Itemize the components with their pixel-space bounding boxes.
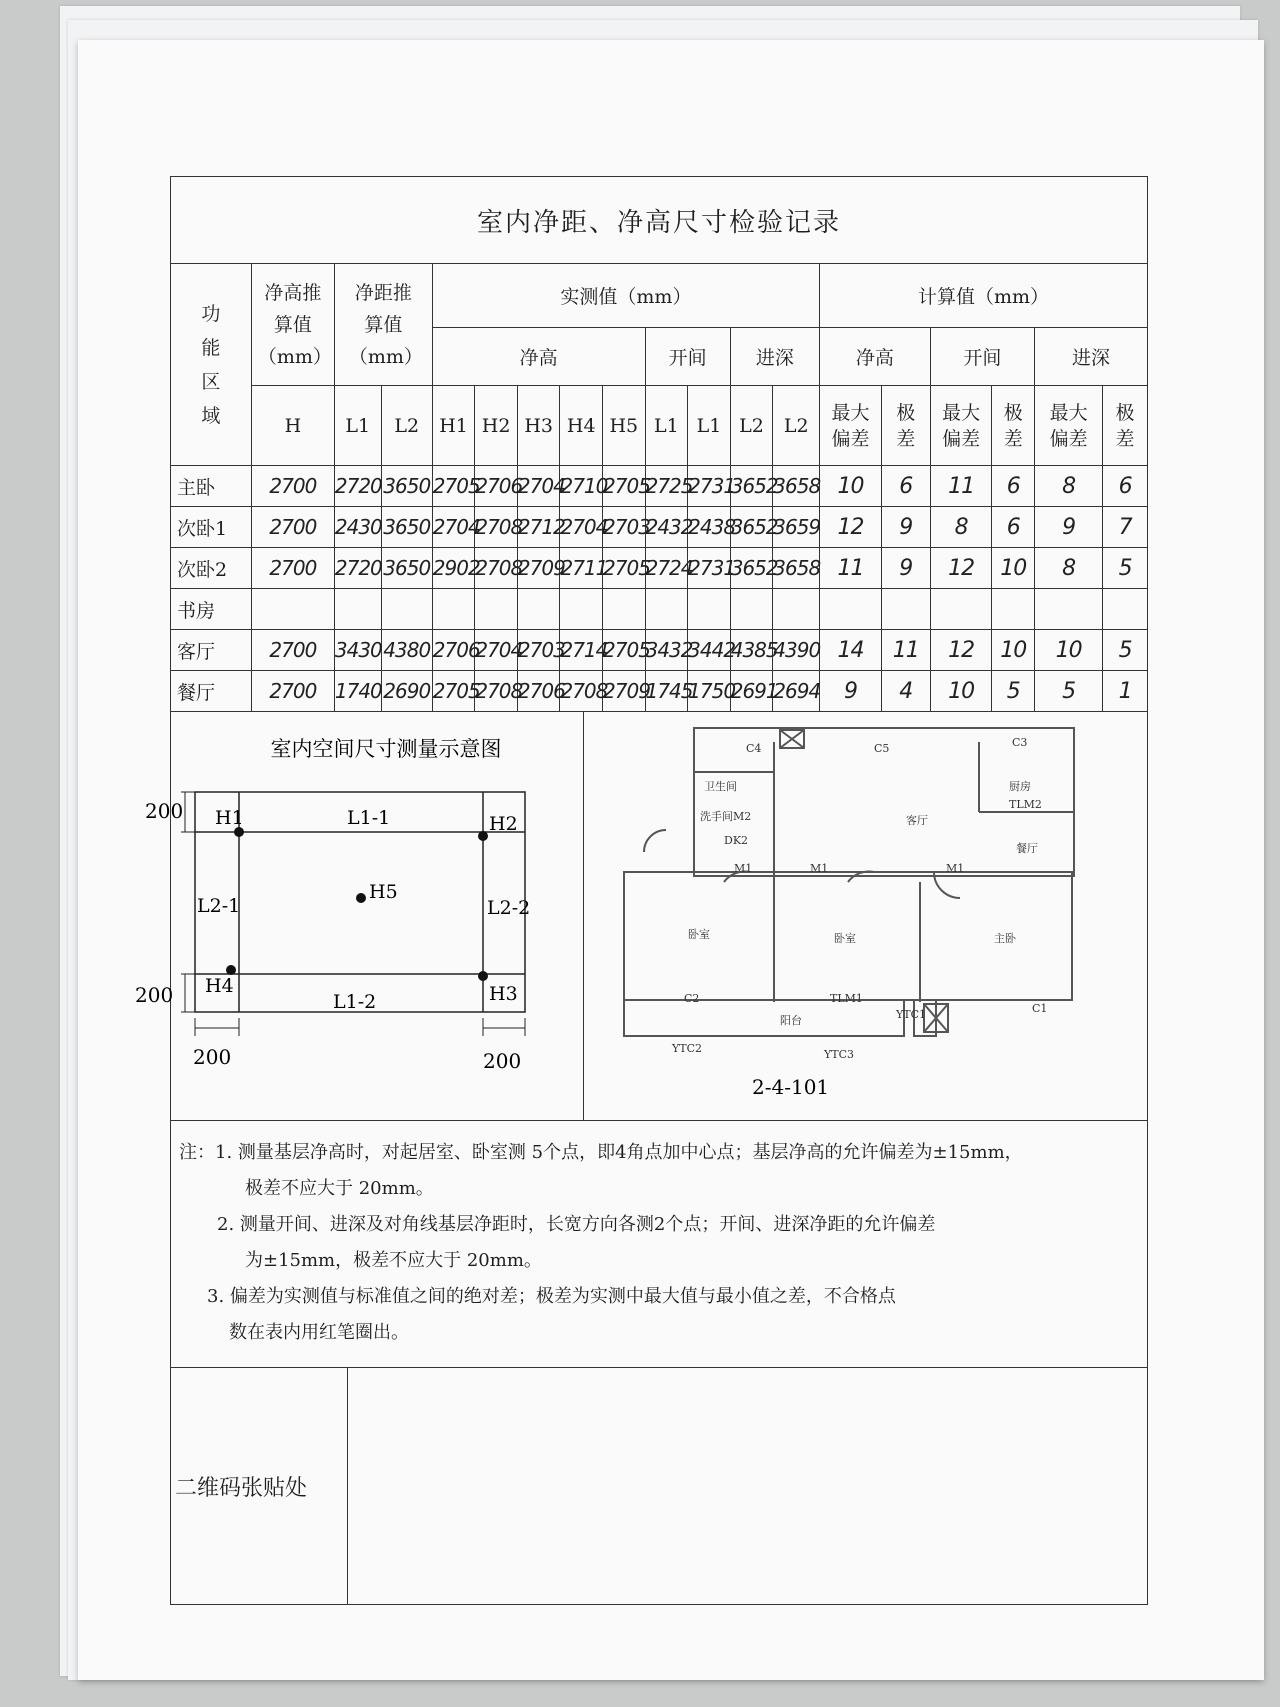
sub-header: H4 bbox=[560, 386, 603, 466]
calc-depth: 进深 bbox=[1035, 328, 1148, 386]
floor-plan bbox=[584, 712, 1148, 1120]
plan-label: 厨房 bbox=[1009, 780, 1031, 793]
qr-section bbox=[170, 1368, 1148, 1605]
value-cell: 10 bbox=[1035, 630, 1103, 671]
value-cell: 4390 bbox=[773, 630, 820, 671]
value-cell: 2708 bbox=[475, 671, 518, 712]
value-cell: 11 bbox=[820, 548, 882, 589]
value-cell: 9 bbox=[820, 671, 882, 712]
value-cell: 6 bbox=[992, 466, 1035, 507]
plan-label: C4 bbox=[746, 742, 762, 755]
label-l1-2: L1-2 bbox=[333, 991, 377, 1013]
value-cell: 2705 bbox=[603, 548, 646, 589]
value-cell: 2731 bbox=[688, 466, 731, 507]
sub-header: H bbox=[251, 386, 334, 466]
value-cell: 14 bbox=[820, 630, 882, 671]
value-cell: 9 bbox=[881, 507, 930, 548]
value-cell bbox=[251, 589, 334, 630]
sub-header-range: 极差 bbox=[1103, 386, 1148, 466]
value-cell: 3650 bbox=[381, 507, 432, 548]
plan-label: C2 bbox=[684, 992, 700, 1005]
label-l2-2: L2-2 bbox=[487, 897, 531, 919]
value-cell: 3432 bbox=[645, 630, 688, 671]
plan-label: TLM1 bbox=[830, 992, 863, 1005]
value-cell: 8 bbox=[930, 507, 992, 548]
sub-header-range: 极差 bbox=[992, 386, 1035, 466]
value-cell bbox=[517, 589, 560, 630]
value-cell: 1750 bbox=[688, 671, 731, 712]
value-cell: 4380 bbox=[381, 630, 432, 671]
value-cell: 5 bbox=[1035, 671, 1103, 712]
calc-net-height: 净高 bbox=[820, 328, 931, 386]
value-cell: 2705 bbox=[603, 630, 646, 671]
area-cell: 餐厅 bbox=[171, 671, 252, 712]
value-cell: 1740 bbox=[334, 671, 381, 712]
measured-depth: 进深 bbox=[730, 328, 819, 386]
value-cell: 9 bbox=[881, 548, 930, 589]
value-cell: 3652 bbox=[730, 548, 773, 589]
value-cell: 5 bbox=[992, 671, 1035, 712]
value-cell: 2720 bbox=[334, 466, 381, 507]
sub-header: L1 bbox=[334, 386, 381, 466]
distance-estimate-header: 净距推算值（mm） bbox=[334, 264, 432, 386]
plan-label: 餐厅 bbox=[1016, 842, 1038, 855]
table-row bbox=[171, 466, 1148, 507]
value-cell: 3650 bbox=[381, 548, 432, 589]
dim-left: 200 bbox=[193, 1045, 232, 1069]
value-cell: 2725 bbox=[645, 466, 688, 507]
height-estimate-header: 净高推算值（mm） bbox=[251, 264, 334, 386]
plan-label: C3 bbox=[1012, 736, 1028, 749]
value-cell: 8 bbox=[1035, 466, 1103, 507]
plan-label: DK2 bbox=[724, 834, 749, 847]
value-cell: 2706 bbox=[475, 466, 518, 507]
plan-balcony bbox=[624, 1000, 904, 1036]
value-cell: 2902 bbox=[432, 548, 475, 589]
value-cell bbox=[475, 589, 518, 630]
value-cell: 11 bbox=[930, 466, 992, 507]
value-cell bbox=[432, 589, 475, 630]
value-cell: 3650 bbox=[381, 466, 432, 507]
value-cell: 3658 bbox=[773, 466, 820, 507]
value-cell: 2700 bbox=[251, 630, 334, 671]
value-cell bbox=[930, 589, 992, 630]
value-cell bbox=[381, 589, 432, 630]
value-cell bbox=[560, 589, 603, 630]
value-cell: 2731 bbox=[688, 548, 731, 589]
plan-label: M1 bbox=[810, 862, 829, 875]
plan-label: 洗手间M2 bbox=[700, 810, 752, 823]
value-cell: 2432 bbox=[645, 507, 688, 548]
value-cell: 10 bbox=[820, 466, 882, 507]
value-cell bbox=[334, 589, 381, 630]
value-cell: 2700 bbox=[251, 671, 334, 712]
value-cell: 2711 bbox=[560, 548, 603, 589]
value-cell bbox=[1035, 589, 1103, 630]
value-cell: 2700 bbox=[251, 466, 334, 507]
sub-header: H3 bbox=[517, 386, 560, 466]
plan-label: YTC2 bbox=[672, 1042, 703, 1055]
value-cell bbox=[773, 589, 820, 630]
plan-label: C5 bbox=[874, 742, 890, 755]
table-row bbox=[171, 589, 1148, 630]
calculated-header: 计算值（mm） bbox=[820, 264, 1148, 328]
sub-header: H5 bbox=[603, 386, 646, 466]
label-h1: H1 bbox=[215, 807, 244, 829]
note-line: 为±15mm，极差不应大于 20mm。 bbox=[245, 1250, 542, 1271]
point-h5 bbox=[356, 893, 366, 903]
value-cell: 2720 bbox=[334, 548, 381, 589]
value-cell: 2706 bbox=[432, 630, 475, 671]
plan-code: 2-4-101 bbox=[752, 1075, 830, 1099]
label-h2: H2 bbox=[489, 813, 518, 835]
value-cell: 2690 bbox=[381, 671, 432, 712]
sub-header: L1 bbox=[645, 386, 688, 466]
measured-net-height: 净高 bbox=[432, 328, 645, 386]
value-cell: 2708 bbox=[560, 671, 603, 712]
value-cell: 2703 bbox=[517, 630, 560, 671]
label-l1-1: L1-1 bbox=[347, 807, 391, 829]
area-cell: 书房 bbox=[171, 589, 252, 630]
measured-header: 实测值（mm） bbox=[432, 264, 819, 328]
plan-label: 卫生间 bbox=[704, 780, 737, 793]
value-cell: 5 bbox=[1103, 548, 1148, 589]
plan-label: 卧室 bbox=[834, 932, 856, 945]
note-line: 注：1. 测量基层净高时，对起居室、卧室测 5个点，即4角点加中心点；基层净高的允许偏差为±15mm， bbox=[179, 1142, 1023, 1163]
plan-label: 卧室 bbox=[688, 928, 710, 941]
value-cell: 12 bbox=[930, 630, 992, 671]
notes-section bbox=[170, 1121, 1148, 1368]
sub-header-max-dev: 最大偏差 bbox=[1035, 386, 1103, 466]
value-cell: 6 bbox=[1103, 466, 1148, 507]
value-cell: 10 bbox=[930, 671, 992, 712]
value-cell bbox=[688, 589, 731, 630]
plan-label: M1 bbox=[946, 862, 965, 875]
value-cell: 2430 bbox=[334, 507, 381, 548]
sub-header: L2 bbox=[381, 386, 432, 466]
inspection-form bbox=[135, 176, 1148, 1605]
value-cell: 2709 bbox=[517, 548, 560, 589]
note-line: 3. 偏差为实测值与标准值之间的绝对差；极差为实测中最大值与最小值之差，不合格点 bbox=[207, 1286, 896, 1307]
value-cell: 2691 bbox=[730, 671, 773, 712]
area-header: 功能区域 bbox=[171, 264, 252, 466]
value-cell: 10 bbox=[992, 630, 1035, 671]
value-cell: 2709 bbox=[603, 671, 646, 712]
value-cell bbox=[881, 589, 930, 630]
record-table bbox=[170, 263, 1148, 712]
calc-bay: 开间 bbox=[930, 328, 1034, 386]
area-cell: 次卧1 bbox=[171, 507, 252, 548]
point-h4 bbox=[226, 965, 236, 975]
value-cell: 2705 bbox=[432, 466, 475, 507]
value-cell: 4 bbox=[881, 671, 930, 712]
value-cell: 7 bbox=[1103, 507, 1148, 548]
value-cell bbox=[820, 589, 882, 630]
plan-label: C1 bbox=[1032, 1002, 1048, 1015]
value-cell: 3430 bbox=[334, 630, 381, 671]
plan-label: YTC3 bbox=[824, 1048, 855, 1061]
qr-paste-area bbox=[348, 1368, 1147, 1604]
table-row bbox=[171, 630, 1148, 671]
value-cell: 10 bbox=[992, 548, 1035, 589]
label-h5: H5 bbox=[369, 881, 398, 903]
table-row bbox=[171, 671, 1148, 712]
note-line: 极差不应大于 20mm。 bbox=[245, 1178, 434, 1199]
value-cell: 1745 bbox=[645, 671, 688, 712]
table-row bbox=[171, 548, 1148, 589]
dim-top: 200 bbox=[145, 799, 184, 823]
point-h2 bbox=[478, 831, 488, 841]
measured-bay: 开间 bbox=[645, 328, 730, 386]
note-line: 数在表内用红笔圈出。 bbox=[229, 1322, 409, 1343]
sub-header: H2 bbox=[475, 386, 518, 466]
value-cell: 12 bbox=[820, 507, 882, 548]
label-h4: H4 bbox=[205, 975, 234, 997]
area-cell: 主卧 bbox=[171, 466, 252, 507]
sub-header-range: 极差 bbox=[881, 386, 930, 466]
value-cell: 2704 bbox=[475, 630, 518, 671]
dim-bottom: 200 bbox=[135, 983, 174, 1007]
value-cell: 2708 bbox=[475, 548, 518, 589]
value-cell: 2706 bbox=[517, 671, 560, 712]
sub-header: L1 bbox=[688, 386, 731, 466]
value-cell: 6 bbox=[992, 507, 1035, 548]
plan-label: 主卧 bbox=[994, 932, 1016, 945]
label-l2-1: L2-1 bbox=[197, 895, 241, 917]
value-cell: 9 bbox=[1035, 507, 1103, 548]
diagram-section bbox=[135, 712, 1148, 1121]
table-row bbox=[171, 507, 1148, 548]
qr-label: 二维码张贴处 bbox=[171, 1368, 348, 1604]
value-cell bbox=[992, 589, 1035, 630]
value-cell: 2704 bbox=[432, 507, 475, 548]
note-line: 2. 测量开间、进深及对角线基层净距时，长宽方向各测2个点；开间、进深净距的允许偏差 bbox=[217, 1214, 936, 1235]
plan-label: YTC1 bbox=[896, 1008, 927, 1021]
value-cell: 4385 bbox=[730, 630, 773, 671]
value-cell: 12 bbox=[930, 548, 992, 589]
value-cell: 11 bbox=[881, 630, 930, 671]
value-cell bbox=[730, 589, 773, 630]
value-cell: 2712 bbox=[517, 507, 560, 548]
value-cell: 2704 bbox=[560, 507, 603, 548]
value-cell: 2705 bbox=[432, 671, 475, 712]
sub-header: L2 bbox=[773, 386, 820, 466]
value-cell: 2710 bbox=[560, 466, 603, 507]
value-cell: 3442 bbox=[688, 630, 731, 671]
value-cell: 2694 bbox=[773, 671, 820, 712]
measurement-diagram bbox=[135, 712, 584, 1120]
value-cell: 2708 bbox=[475, 507, 518, 548]
value-cell: 2703 bbox=[603, 507, 646, 548]
value-cell: 2714 bbox=[560, 630, 603, 671]
plan-label: 阳台 bbox=[780, 1014, 802, 1027]
diagram-title: 室内空间尺寸测量示意图 bbox=[270, 737, 502, 761]
value-cell: 6 bbox=[881, 466, 930, 507]
plan-label: 客厅 bbox=[906, 814, 928, 827]
area-cell: 客厅 bbox=[171, 630, 252, 671]
value-cell: 2724 bbox=[645, 548, 688, 589]
value-cell: 3659 bbox=[773, 507, 820, 548]
sub-header-max-dev: 最大偏差 bbox=[930, 386, 992, 466]
form-title: 室内净距、净高尺寸检验记录 bbox=[170, 176, 1148, 263]
value-cell: 8 bbox=[1035, 548, 1103, 589]
point-h3 bbox=[478, 971, 488, 981]
value-cell bbox=[1103, 589, 1148, 630]
value-cell: 5 bbox=[1103, 630, 1148, 671]
value-cell bbox=[645, 589, 688, 630]
value-cell: 2700 bbox=[251, 507, 334, 548]
value-cell: 3652 bbox=[730, 466, 773, 507]
plan-label: TLM2 bbox=[1009, 798, 1042, 811]
value-cell: 2438 bbox=[688, 507, 731, 548]
value-cell: 1 bbox=[1103, 671, 1148, 712]
dim-right: 200 bbox=[483, 1049, 522, 1073]
value-cell: 2700 bbox=[251, 548, 334, 589]
value-cell bbox=[603, 589, 646, 630]
value-cell: 2705 bbox=[603, 466, 646, 507]
value-cell: 2704 bbox=[517, 466, 560, 507]
value-cell: 3652 bbox=[730, 507, 773, 548]
label-h3: H3 bbox=[489, 983, 518, 1005]
area-cell: 次卧2 bbox=[171, 548, 252, 589]
plan-label: M1 bbox=[734, 862, 753, 875]
sub-header: L2 bbox=[730, 386, 773, 466]
sub-header: H1 bbox=[432, 386, 475, 466]
sub-header-max-dev: 最大偏差 bbox=[820, 386, 882, 466]
value-cell: 3658 bbox=[773, 548, 820, 589]
